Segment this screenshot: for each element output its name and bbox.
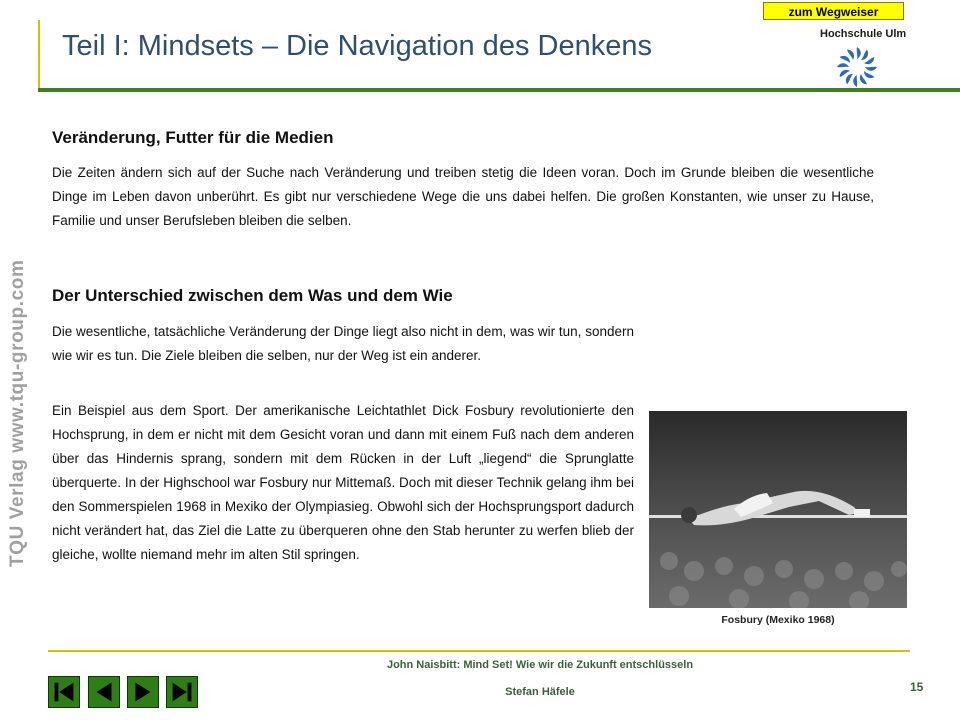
previous-page-button[interactable] — [88, 676, 120, 708]
sidebar-publisher-text: TQU Verlag www.tqu-group.com — [7, 259, 28, 567]
header-divider — [38, 88, 960, 92]
header-vertical-divider — [38, 20, 40, 90]
first-page-button[interactable] — [48, 676, 80, 708]
fosbury-photo — [649, 411, 907, 608]
photo-caption: Fosbury (Mexiko 1968) — [721, 614, 835, 626]
org-name: Hochschule Ulm — [820, 28, 907, 40]
section1-text: Die Zeiten ändern sich auf der Suche nach Veränderung und treiben stetig die Ideen voran. Doch im Grunde bleiben die wesentliche Dinge im Leben davon unberührt. Es gibt nur verschiedene Wege die uns dabei helfen. Die großen Konstanten, wie unser zu Hause, Familie und unser Berufsleben bleiben die selben. — [52, 165, 874, 228]
hochschule-logo-icon — [834, 44, 880, 90]
section2-text-1: Die wesentliche, tatsächliche Veränderung der Dinge liegt also nicht in dem, was wir tun, sondern wie wir es tun. Die Ziele bleiben die selben, nur der Weg ist ein anderer. — [52, 324, 634, 363]
page-number: 15 — [910, 680, 924, 694]
previous-page-icon — [89, 677, 119, 707]
last-page-button[interactable] — [166, 676, 198, 708]
section2-text-2: Ein Beispiel aus dem Sport. Der amerikanische Leichtathlet Dick Fosbury revolutionierte den Hochsprung, in dem er nicht mit dem Gesicht voran und dann mit einem Fuß nach dem anderen über das Hindernis sprang, sondern mit dem Rücken in der Luft „liegend“ die Sprunglatte überquerte. In der Highschool war Fosbury nur Mittemaß. Doch mit dieser Technik gelang ihm bei den Sommerspielen 1968 in Mexiko der Olympiasieg. Obwohl sich der Hochsprungsport dadurch nicht verändert hat, das Ziel die Latte zu überqueren ohne den Stab herunter zu werfen blieb der gleiche, wollte niemand mehr im alten Stil springen. — [52, 403, 634, 562]
next-page-button[interactable] — [127, 676, 159, 708]
section2-heading: Der Unterschied zwischen dem Was und dem Wie — [52, 286, 453, 305]
next-page-icon — [128, 677, 158, 707]
page-title: Teil I: Mindsets – Die Navigation des Denkens — [62, 30, 652, 62]
first-page-icon — [49, 677, 79, 707]
footer-book-title: John Naisbitt: Mind Set! Wie wir die Zukunft entschlüsseln — [386, 659, 694, 671]
footer-divider — [48, 650, 910, 652]
section1-heading: Veränderung, Futter für die Medien — [52, 128, 334, 147]
last-page-icon — [167, 677, 197, 707]
footer-author: Stefan Häfele — [505, 686, 575, 698]
wegweiser-link[interactable]: zum Wegweiser — [763, 2, 904, 20]
